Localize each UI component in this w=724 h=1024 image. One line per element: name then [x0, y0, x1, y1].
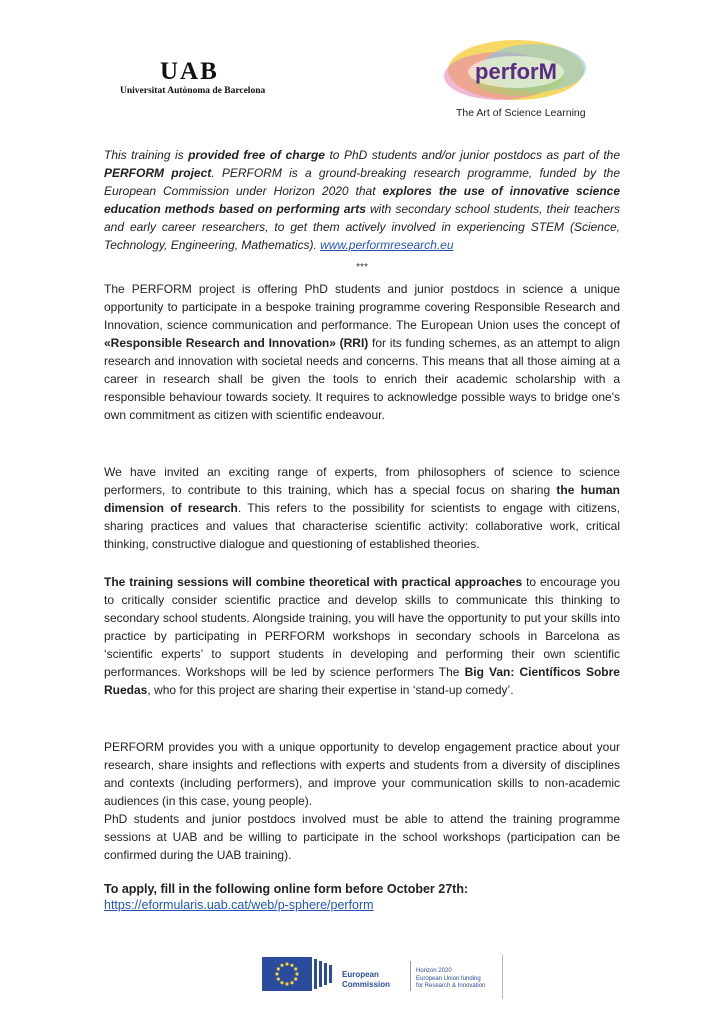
intro-paragraph: [104, 146, 620, 254]
p2-text-2: . This refers to the possibility for scientists to engage with citizens, sharing practices and values that characterise scientific activity: collaborative work, critical thinking, constructive dialogue and questioning of established theories.: [104, 501, 620, 551]
intro-bold-3: explores the use of innovative science education methods based on performing arts: [104, 184, 621, 216]
p4-text-2: PhD students and junior postdocs involved must be able to attend the training programme sessions at UAB and be willing to participate in the school workshops (participation can be confirmed during the UAB training).: [104, 812, 620, 862]
p1-text-1: The PERFORM project is offering PhD students and junior postdocs in science a unique opportunity to participate in a bespoke training programme covering Responsible Research and Innovation, science communication and performance. The European Union uses the concept of: [104, 282, 620, 332]
paragraph-training-sessions: [104, 573, 620, 699]
perform-logo-text: perforM: [475, 59, 557, 84]
footer-logos: [262, 955, 512, 997]
p1-bold-rri: «Responsible Research and Innovation» (RRI): [104, 336, 369, 350]
p4-text-1: PERFORM provides you with a unique opportunity to develop engagement practice about your research, share insights and reflections with experts and students from a diversity of disciplines and contexts (including performers), and improve your communication skills to non-academic audiences (in this case, young people).: [104, 740, 620, 808]
intro-bold-1: provided free of charge: [188, 148, 325, 162]
paragraph-opportunity: [104, 738, 620, 864]
ec-name-line-2: Commission: [342, 980, 391, 989]
horizon-2020-label: [416, 968, 485, 991]
uab-logo-name: Universitat Autònoma de Barcelona: [120, 86, 266, 96]
p1-text-2: for its funding schemes, as an attempt to align research and innovation with societal needs and concerns. This means that all those aiming at a career in research shall be given the tools to enrich their academic scholarship with a responsible behaviour towards society. It requires to acknowledge possible ways to bridge one's own commitment as citizen with scientific endeavour.: [104, 336, 620, 422]
h2020-line-2: European Union funding: [416, 975, 481, 982]
section-separator: ***: [356, 262, 368, 273]
ec-name-line-1: European: [342, 970, 379, 979]
h2020-line-1: Horizon 2020: [416, 968, 452, 974]
intro-text-3: . PERFORM is a ground-breaking research programme, funded by the European Commission under Horizon 2020 that: [104, 166, 620, 198]
uab-logo: [110, 50, 290, 110]
apply-instruction: To apply, fill in the following online form before October 27th:: [104, 882, 469, 896]
perform-website-link[interactable]: www.performresearch.eu: [320, 238, 454, 252]
application-form-link[interactable]: https://eformularis.uab.cat/web/p-sphere/perform: [104, 898, 374, 912]
footer-divider: [410, 961, 411, 991]
european-commission-name: [342, 970, 390, 990]
p2-text-1: We have invited an exciting range of experts, from philosophers of science to science performers, to contribute to this training, which has a special focus on sharing: [104, 465, 620, 497]
eu-flag-icon: [262, 957, 312, 991]
european-commission-logo-icon: [314, 957, 338, 991]
p3-text-1: to encourage you to critically consider scientific practice and develop skills to communicate this thinking to secondary school students. Alongside training, you will have the opportunity to put your skills into practice by participating in PERFORM workshops in secondary schools in Barcelona as ‘scientific experts’ to support students in developing and performing their own scientific performances. Workshops will be led by science performers The: [104, 575, 620, 679]
intro-text-4: with secondary school students, their teachers and early career researchers, to get them actively involved in experiencing STEM (Science, Technology, Engineering, Mathematics).: [104, 202, 620, 252]
h2020-line-3: for Research & Innovation: [416, 983, 486, 989]
perform-logo-graphic: [440, 32, 590, 112]
perform-tagline: The Art of Science Learning: [456, 107, 586, 119]
intro-bold-2: PERFORM project: [104, 166, 212, 180]
intro-text-1: This training is: [104, 148, 189, 162]
p3-text-2: , who for this project are sharing their expertise in ‘stand-up comedy’.: [147, 683, 514, 697]
intro-text-2: to PhD students and/or junior postdocs as part of the: [324, 148, 620, 162]
paragraph-rri: [104, 280, 620, 424]
p3-bold-training: The training sessions will combine theoretical with practical approaches: [104, 575, 523, 589]
uab-logo-mark: UAB: [160, 58, 219, 85]
footer-right-rule: [502, 955, 503, 999]
p2-bold-human-dimension: the human dimension of research: [104, 483, 620, 515]
paragraph-experts: [104, 463, 620, 553]
p3-bold-big-van: Big Van: Científicos Sobre Ruedas: [104, 665, 620, 697]
